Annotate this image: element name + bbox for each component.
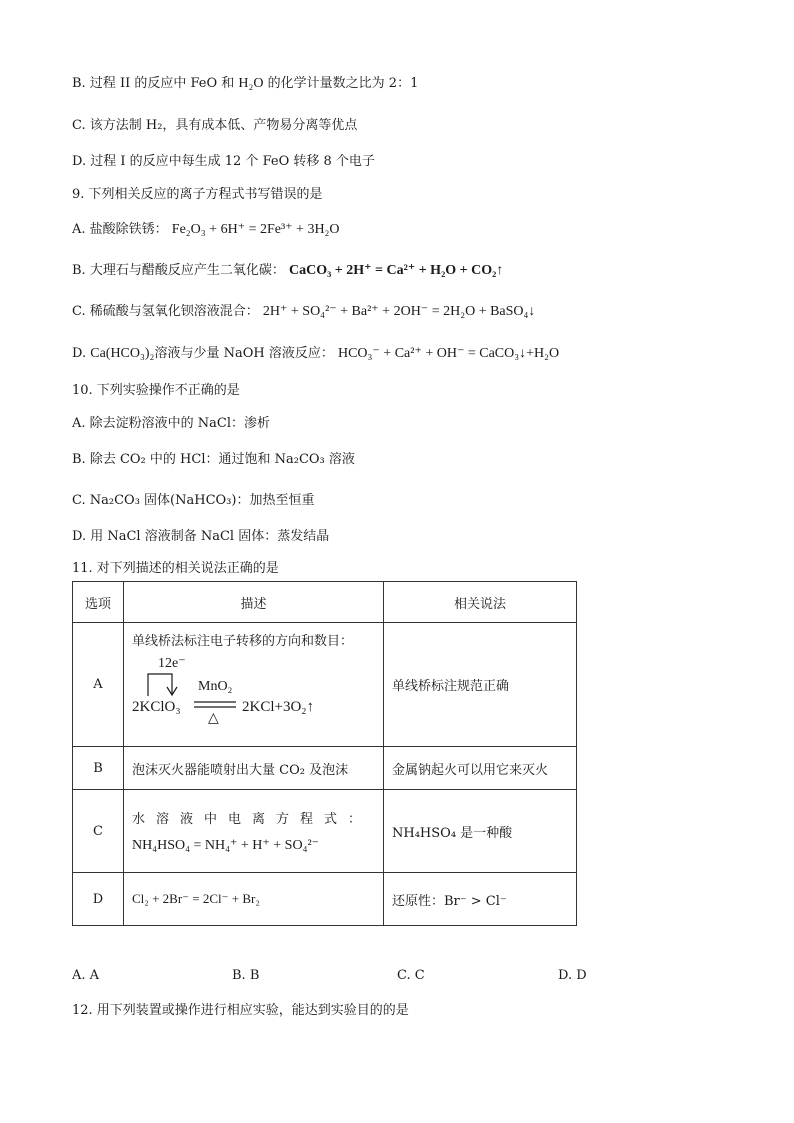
header-statement: 相关说法 <box>384 582 577 623</box>
row-c-option: C <box>73 790 124 873</box>
q9-option-c-label: C. 稀硫酸与氢氧化钡溶液混合： <box>72 304 259 319</box>
header-option: 选项 <box>73 582 124 623</box>
q9-option-d-label: 溶液与少量 NaOH 溶液反应： <box>154 346 334 361</box>
header-description: 描述 <box>124 582 384 623</box>
reaction-equals-icon <box>194 700 236 710</box>
electron-transfer-arrow-icon <box>144 672 194 698</box>
q9-option-d-prefix: D. <box>72 346 87 361</box>
catalyst-formula: MnO₂ <box>198 679 233 694</box>
answer-option-d: D. D <box>558 968 587 983</box>
q9-option-d-formula: Ca(HCO₃)₂ <box>90 346 155 361</box>
q8-option-b <box>72 72 418 92</box>
table-row <box>73 747 577 790</box>
q10-option-d: D. 用 NaCl 溶液制备 NaCl 固体：蒸发结晶 <box>72 529 330 544</box>
table-row <box>73 873 577 926</box>
q8-option-c: C. 该方法制 H₂，具有成本低、产物易分离等优点 <box>72 118 358 133</box>
q11-stem: 11. 对下列描述的相关说法正确的是 <box>72 561 279 576</box>
q10-option-c: C. Na₂CO₃ 固体(NaHCO₃)：加热至恒重 <box>72 493 315 508</box>
q10-option-b: B. 除去 CO₂ 中的 HCl：通过饱和 Na₂CO₃ 溶液 <box>72 452 355 467</box>
q9-stem: 9. 下列相关反应的离子方程式书写错误的是 <box>72 187 323 202</box>
row-a-description <box>124 623 384 747</box>
heat-condition-icon: △ <box>208 711 219 726</box>
row-c-statement: NH₄HSO₄ 是一种酸 <box>384 790 577 873</box>
q9-option-b-label: B. 大理石与醋酸反应产生二氧化碳： <box>72 263 285 278</box>
q9-option-a-equation: Fe₂O₃ + 6H⁺ = 2Fe³⁺ + 3H₂O <box>171 222 340 237</box>
q8-option-b-text: B. 过程 II 的反应中 FeO 和 <box>72 76 235 91</box>
q12-stem: 12. 用下列装置或操作进行相应实验，能达到实验目的的是 <box>72 1003 409 1018</box>
q9-option-d <box>72 342 559 362</box>
q9-option-c-equation: 2H⁺ + SO₄²⁻ + Ba²⁺ + 2OH⁻ = 2H₂O + BaSO₄↓ <box>262 304 536 319</box>
electron-count: 12e⁻ <box>158 656 186 671</box>
q9-option-d-equation: HCO₃⁻ + Ca²⁺ + OH⁻ = CaCO₃↓+H₂O <box>337 346 560 361</box>
q10-stem: 10. 下列实验操作不正确的是 <box>72 383 240 398</box>
row-d-equation: Cl₂ + 2Br⁻ = 2Cl⁻ + Br₂ <box>124 873 384 926</box>
row-d-option: D <box>73 873 124 926</box>
reactant-formula: 2KClO₃ <box>132 699 181 715</box>
q11-table <box>72 581 577 926</box>
table-header-row <box>73 582 577 623</box>
q9-option-b <box>72 259 503 279</box>
single-bridge-equation <box>132 655 362 739</box>
row-c-description <box>124 790 384 873</box>
q9-option-a <box>72 218 340 238</box>
row-a-description-title: 单线桥法标注电子转移的方向和数目： <box>132 634 354 649</box>
product-formula: 2KCl+3O₂↑ <box>242 699 315 715</box>
q9-option-a-label: A. 盐酸除铁锈： <box>72 222 168 237</box>
row-b-description: 泡沫灭火器能喷射出大量 CO₂ 及泡沫 <box>124 747 384 790</box>
q9-option-b-equation: CaCO₃ + 2H⁺ = Ca²⁺ + H₂O + CO₂↑ <box>288 263 504 278</box>
row-d-statement: 还原性：Br⁻ > Cl⁻ <box>384 873 577 926</box>
q8-option-b-formula: H₂O <box>238 76 264 91</box>
answer-option-c: C. C <box>397 968 425 983</box>
q10-option-a: A. 除去淀粉溶液中的 NaCl：渗析 <box>72 416 271 431</box>
q8-option-d: D. 过程 I 的反应中每生成 12 个 FeO 转移 8 个电子 <box>72 154 375 169</box>
answer-option-b: B. B <box>232 968 260 983</box>
q8-option-b-tail: 的化学计量数之比为 2：1 <box>267 76 419 91</box>
row-c-description-title: 水溶液中电离方程式： <box>132 812 373 827</box>
row-b-statement: 金属钠起火可以用它来灭火 <box>384 747 577 790</box>
table-row <box>73 623 577 747</box>
answer-option-a: A. A <box>72 968 100 983</box>
row-c-equation: NH₄HSO₄ = NH₄⁺ + H⁺ + SO₄²⁻ <box>132 838 320 853</box>
table-row <box>73 790 577 873</box>
row-a-statement: 单线桥标注规范正确 <box>384 623 577 747</box>
q9-option-c <box>72 300 535 320</box>
row-b-option: B <box>73 747 124 790</box>
row-a-option: A <box>73 623 124 747</box>
